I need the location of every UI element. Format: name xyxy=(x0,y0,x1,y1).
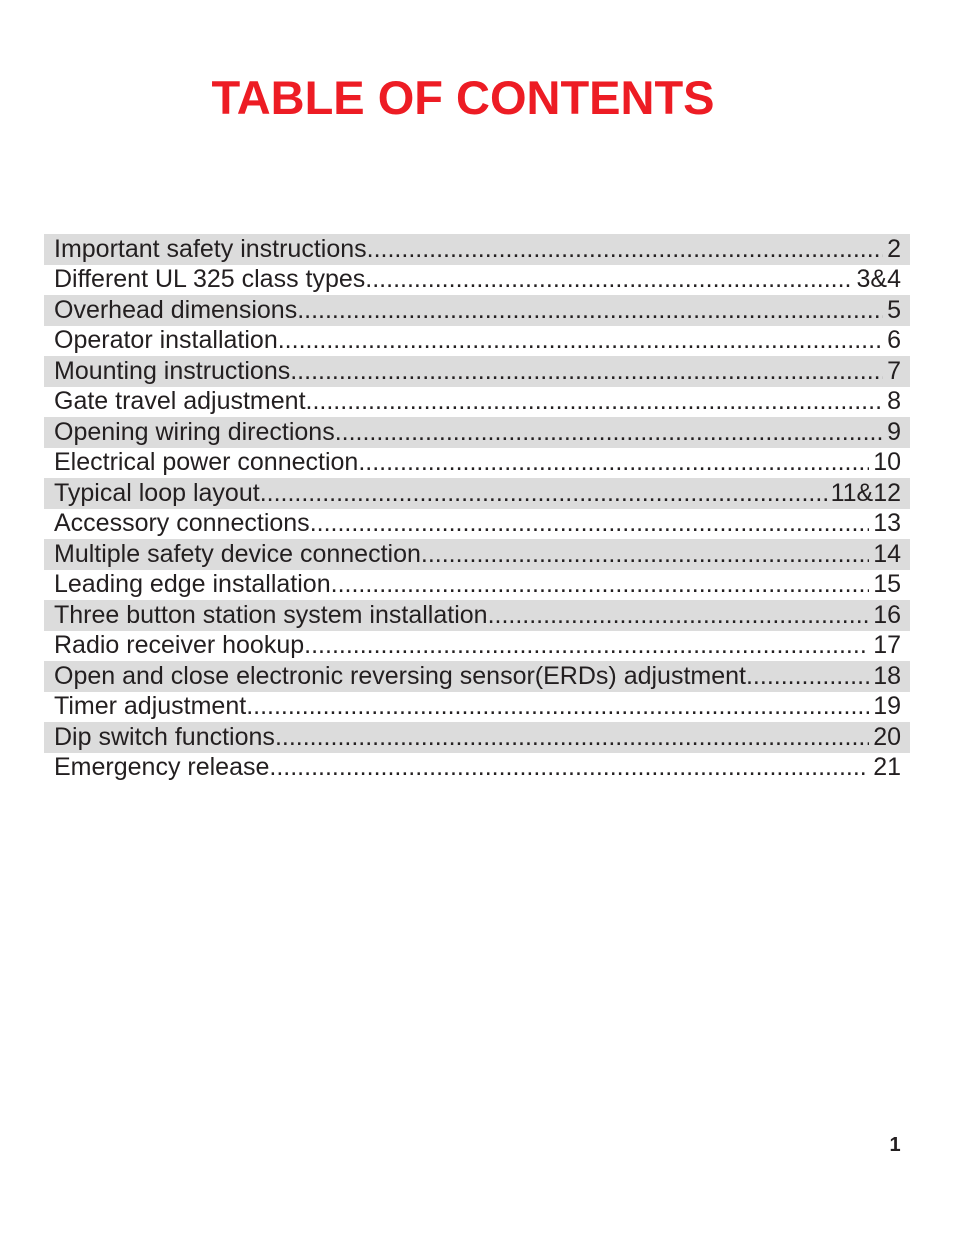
dot-leader xyxy=(306,387,884,416)
dot-leader xyxy=(367,235,883,264)
toc-entry-mounting-instructions[interactable] xyxy=(44,356,910,387)
toc-entry-label: Gate travel adjustment xyxy=(54,387,306,416)
toc-entry-page: 10 xyxy=(873,448,901,477)
toc-entry-page: 19 xyxy=(873,692,901,721)
dot-leader xyxy=(331,570,870,599)
dot-leader xyxy=(297,296,883,325)
toc-entry-three-button-station-system-installation[interactable] xyxy=(44,600,910,631)
toc-entry-label: Dip switch functions xyxy=(54,722,275,751)
dot-leader xyxy=(246,692,869,721)
toc-entry-label: Electrical power connection xyxy=(54,448,359,477)
toc-entry-operator-installation[interactable] xyxy=(44,326,910,357)
toc-entry-page: 8 xyxy=(887,387,901,416)
toc-entry-page: 18 xyxy=(873,661,901,690)
toc-entry-important-safety-instructions[interactable] xyxy=(44,234,910,265)
toc-entry-label: Different UL 325 class types xyxy=(54,265,366,294)
toc-entry-label: Operator installation xyxy=(54,326,278,355)
toc-entry-opening-wiring-directions[interactable] xyxy=(44,417,910,448)
toc-entry-label: Opening wiring directions xyxy=(54,417,335,446)
dot-leader xyxy=(275,723,869,752)
toc-entry-electrical-power-connection[interactable] xyxy=(44,448,910,479)
toc-entry-emergency-release[interactable] xyxy=(44,753,910,784)
toc-entry-label: Typical loop layout xyxy=(54,478,260,507)
page-number: 1 xyxy=(889,1134,901,1156)
toc-entry-label: Important safety instructions xyxy=(54,234,367,263)
dot-leader xyxy=(488,601,870,630)
toc-entry-page: 21 xyxy=(873,753,901,782)
toc-entry-label: Accessory connections xyxy=(54,509,310,538)
toc-entry-gate-travel-adjustment[interactable] xyxy=(44,387,910,418)
toc-entry-page: 7 xyxy=(887,356,901,385)
toc-entry-label: Multiple safety device connection xyxy=(54,539,421,568)
toc-entry-label: Leading edge installation xyxy=(54,570,331,599)
dot-leader xyxy=(260,479,827,508)
dot-leader xyxy=(310,509,870,538)
dot-leader xyxy=(358,448,869,477)
dot-leader xyxy=(269,753,869,782)
toc-entry-page: 3&4 xyxy=(856,265,901,294)
toc-entry-page: 2 xyxy=(887,234,901,263)
toc-entry-page: 14 xyxy=(873,539,901,568)
toc-entry-different-ul-325-class-types[interactable] xyxy=(44,265,910,296)
toc-entry-multiple-safety-device-connection[interactable] xyxy=(44,539,910,570)
toc-entry-label: Radio receiver hookup xyxy=(54,631,305,660)
toc-entry-label: Mounting instructions xyxy=(54,356,291,385)
page-title: TABLE OF CONTENTS xyxy=(211,71,715,124)
toc-entry-label: Open and close electronic reversing sensor(ERDs) adjustment xyxy=(54,661,746,690)
dot-leader xyxy=(746,662,869,691)
toc-entry-leading-edge-installation[interactable] xyxy=(44,570,910,601)
toc-entry-typical-loop-layout[interactable] xyxy=(44,478,910,509)
table-of-contents xyxy=(44,234,910,783)
toc-entry-page: 20 xyxy=(873,722,901,751)
dot-leader xyxy=(278,326,883,355)
toc-entry-accessory-connections[interactable] xyxy=(44,509,910,540)
toc-entry-page: 9 xyxy=(887,417,901,446)
toc-entry-page: 16 xyxy=(873,600,901,629)
toc-entry-erd-adjustment[interactable] xyxy=(44,661,910,692)
toc-entry-label: Overhead dimensions xyxy=(54,295,298,324)
dot-leader xyxy=(421,540,869,569)
dot-leader xyxy=(304,631,869,660)
toc-entry-overhead-dimensions[interactable] xyxy=(44,295,910,326)
dot-leader xyxy=(335,418,883,447)
toc-entry-page: 13 xyxy=(873,509,901,538)
toc-entry-label: Emergency release xyxy=(54,753,270,782)
toc-entry-page: 6 xyxy=(887,326,901,355)
toc-entry-label: Timer adjustment xyxy=(54,692,247,721)
toc-entry-page: 17 xyxy=(873,631,901,660)
toc-entry-page: 15 xyxy=(873,570,901,599)
toc-entry-page: 11&12 xyxy=(830,478,901,507)
toc-entry-radio-receiver-hookup[interactable] xyxy=(44,631,910,662)
toc-entry-page: 5 xyxy=(887,295,901,324)
dot-leader xyxy=(365,265,852,294)
toc-entry-timer-adjustment[interactable] xyxy=(44,692,910,723)
toc-entry-label: Three button station system installation xyxy=(54,600,488,629)
toc-entry-dip-switch-functions[interactable] xyxy=(44,722,910,753)
dot-leader xyxy=(290,357,883,386)
